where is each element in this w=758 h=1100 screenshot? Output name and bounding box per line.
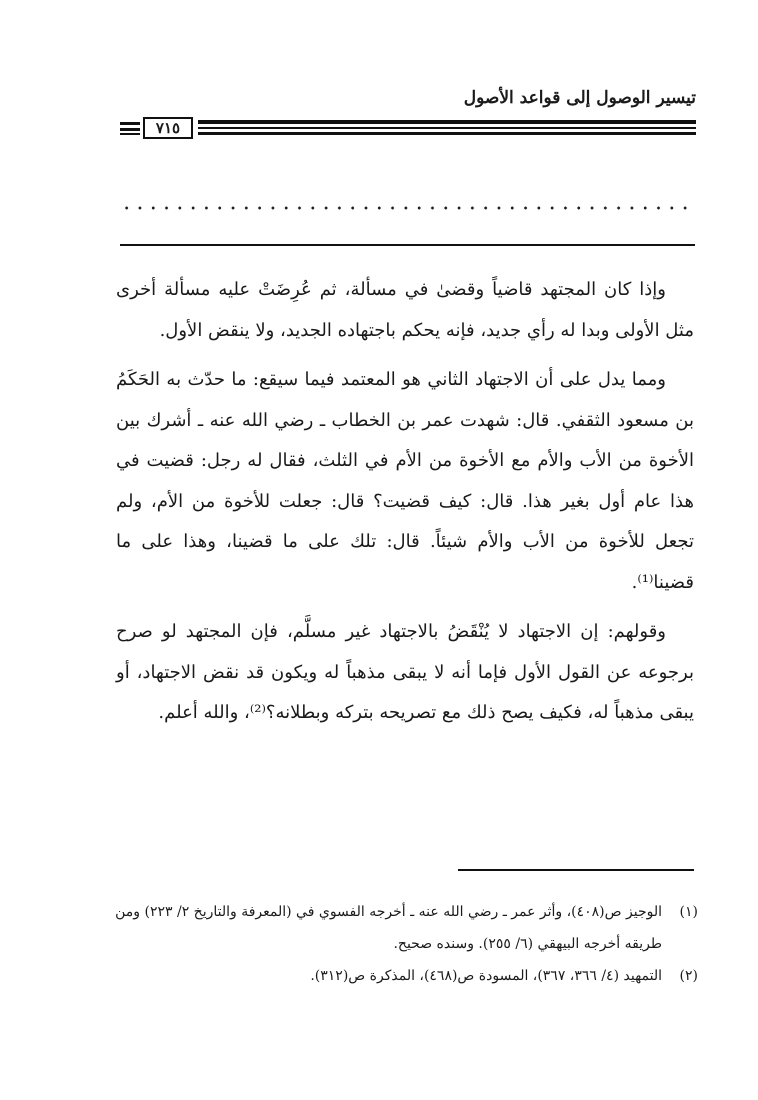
paragraph: وإذا كان المجتهد قاضياً وقضىٰ في مسألة، ثم عُرِضَتْ عليه مسألة أخرى مثل الأولى وبدا له رأي جديد، فإنه يحكم باجتهاده الجديد، ولا ينقض الأول. bbox=[116, 279, 694, 341]
footnote-text: التمهيد (٤/ ٣٦٦، ٣٦٧)، المسودة ص(٤٦٨)، المذكرة ص(٣١٢). bbox=[310, 968, 662, 984]
footnote bbox=[114, 960, 698, 992]
paragraph: ومما يدل على أن الاجتهاد الثاني هو المعتمد فيما سيقع: ما حدّث به الحَكَمُ بن مسعود الثقفي. قال: شهدت عمر بن الخطاب ـ رضي الله عنه ـ أشرك بين الأخوة من الأب والأم مع الأخوة من الأم في الثلث، فقال له رجل: قضيت في هذا عام أول بغير هذا. قال: كيف قضيت؟ قال: جعلت للأخوة من الأم، ولم تجعل للأخوة من الأب والأم شيئاً. قال: تلك على ما قضينا، وهذا على ما قضينا⁽¹⁾. bbox=[116, 369, 694, 593]
footnote-rule bbox=[458, 869, 694, 871]
footnote-text: الوجيز ص(٤٠٨)، وأثر عمر ـ رضي الله عنه ـ أخرجه الفسوي في (المعرفة والتاريخ ٢/ ٢٢٣) ومن طريقه أخرجه البيهقي (٦/ ٢٥٥). وسنده صحيح. bbox=[115, 904, 662, 952]
header-rule-left bbox=[120, 128, 140, 131]
book-title: تيسير الوصول إلى قواعد الأصول bbox=[463, 88, 696, 108]
footnote-number: (٢) bbox=[679, 968, 698, 984]
footnote-number: (١) bbox=[679, 904, 698, 920]
paragraph: وقولهم: إن الاجتهاد لا يُنْقَضُ بالاجتهاد غير مسلَّم، فإن المجتهد لو صرح برجوعه عن القول الأول فإما أنه لا يبقى مذهباً له ويكون قد نقض الاجتهاد، أو يبقى مذهباً له، فكيف يصح ذلك مع تصريحه بتركه وبطلانه؟⁽²⁾، والله أعلم. bbox=[116, 621, 694, 723]
header-rule bbox=[198, 120, 696, 124]
header-rule bbox=[198, 127, 696, 129]
footnotes bbox=[114, 896, 698, 992]
footnote bbox=[114, 896, 698, 960]
main-text bbox=[116, 270, 694, 743]
header-rule-left bbox=[120, 122, 140, 125]
section-rule bbox=[120, 244, 695, 246]
dotted-separator bbox=[120, 206, 695, 210]
header-rule-left bbox=[120, 133, 140, 135]
page-number: ٧١٥ bbox=[143, 117, 193, 139]
header-rule bbox=[198, 132, 696, 135]
